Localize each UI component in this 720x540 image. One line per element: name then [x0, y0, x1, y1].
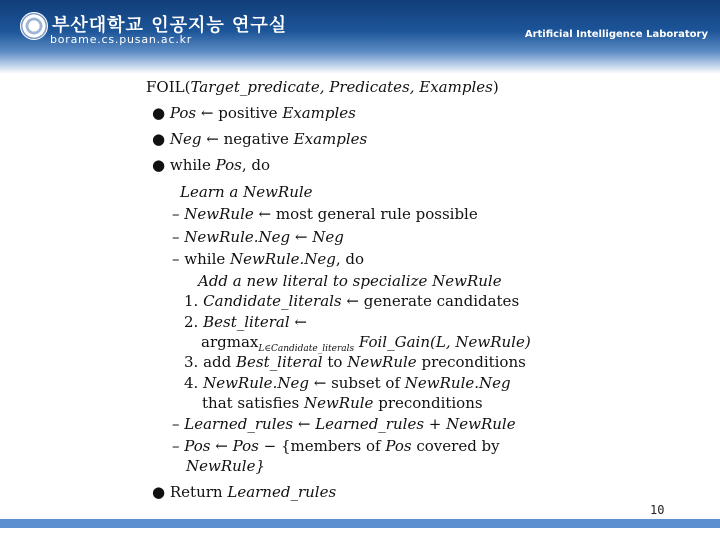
foil-signature: FOIL(Target_predicate, Predicates, Examples) [146, 78, 499, 96]
bullet: ● [152, 483, 166, 501]
university-name: 부산대학교 인공지능 연구실 [52, 15, 288, 36]
pos-update-line: – Pos ← Pos − {members of Pos covered by [172, 437, 500, 455]
bullet: ● [152, 104, 166, 122]
learned-rules-line: – Learned_rules ← Learned_rules + NewRule [172, 415, 516, 433]
step-2-line: 2. Best_literal ← [184, 313, 307, 331]
bullet: ● [152, 156, 166, 174]
page-number: 10 [650, 503, 665, 517]
neg-init-line: ● Neg ← negative Examples [152, 130, 368, 148]
step-4-continuation: that satisfies NewRule preconditions [202, 394, 483, 412]
init-neg-line: – NewRule.Neg ← Neg [172, 228, 344, 246]
pos-update-continuation: NewRule} [186, 457, 266, 475]
bullet: ● [152, 130, 166, 148]
step-1-line: 1. Candidate_literals ← generate candidates [184, 292, 520, 310]
init-rule-line: – NewRule ← most general rule possible [172, 205, 478, 223]
pos-init-line: ● Pos ← positive Examples [152, 104, 356, 122]
footer-bar [0, 519, 720, 528]
return-line: ● Return Learned_rules [152, 483, 337, 501]
step-3-line: 3. add Best_literal to NewRule preconditions [184, 353, 526, 371]
add-literal-comment: Add a new literal to specialize NewRule [198, 272, 502, 290]
while-neg-line: – while NewRule.Neg, do [172, 250, 365, 268]
lab-name: Artificial Intelligence Laboratory [524, 29, 708, 40]
while-pos-line: ● while Pos, do [152, 156, 271, 174]
step-4-line: 4. NewRule.Neg ← subset of NewRule.Neg [184, 374, 511, 392]
argmax-line: argmax$_{L\in Candidate\_literals}$ Foil_Gain(L, NewRule) [201, 333, 531, 354]
learn-rule-comment: Learn a NewRule [180, 183, 313, 201]
university-url: borame.cs.pusan.ac.kr [50, 33, 193, 46]
